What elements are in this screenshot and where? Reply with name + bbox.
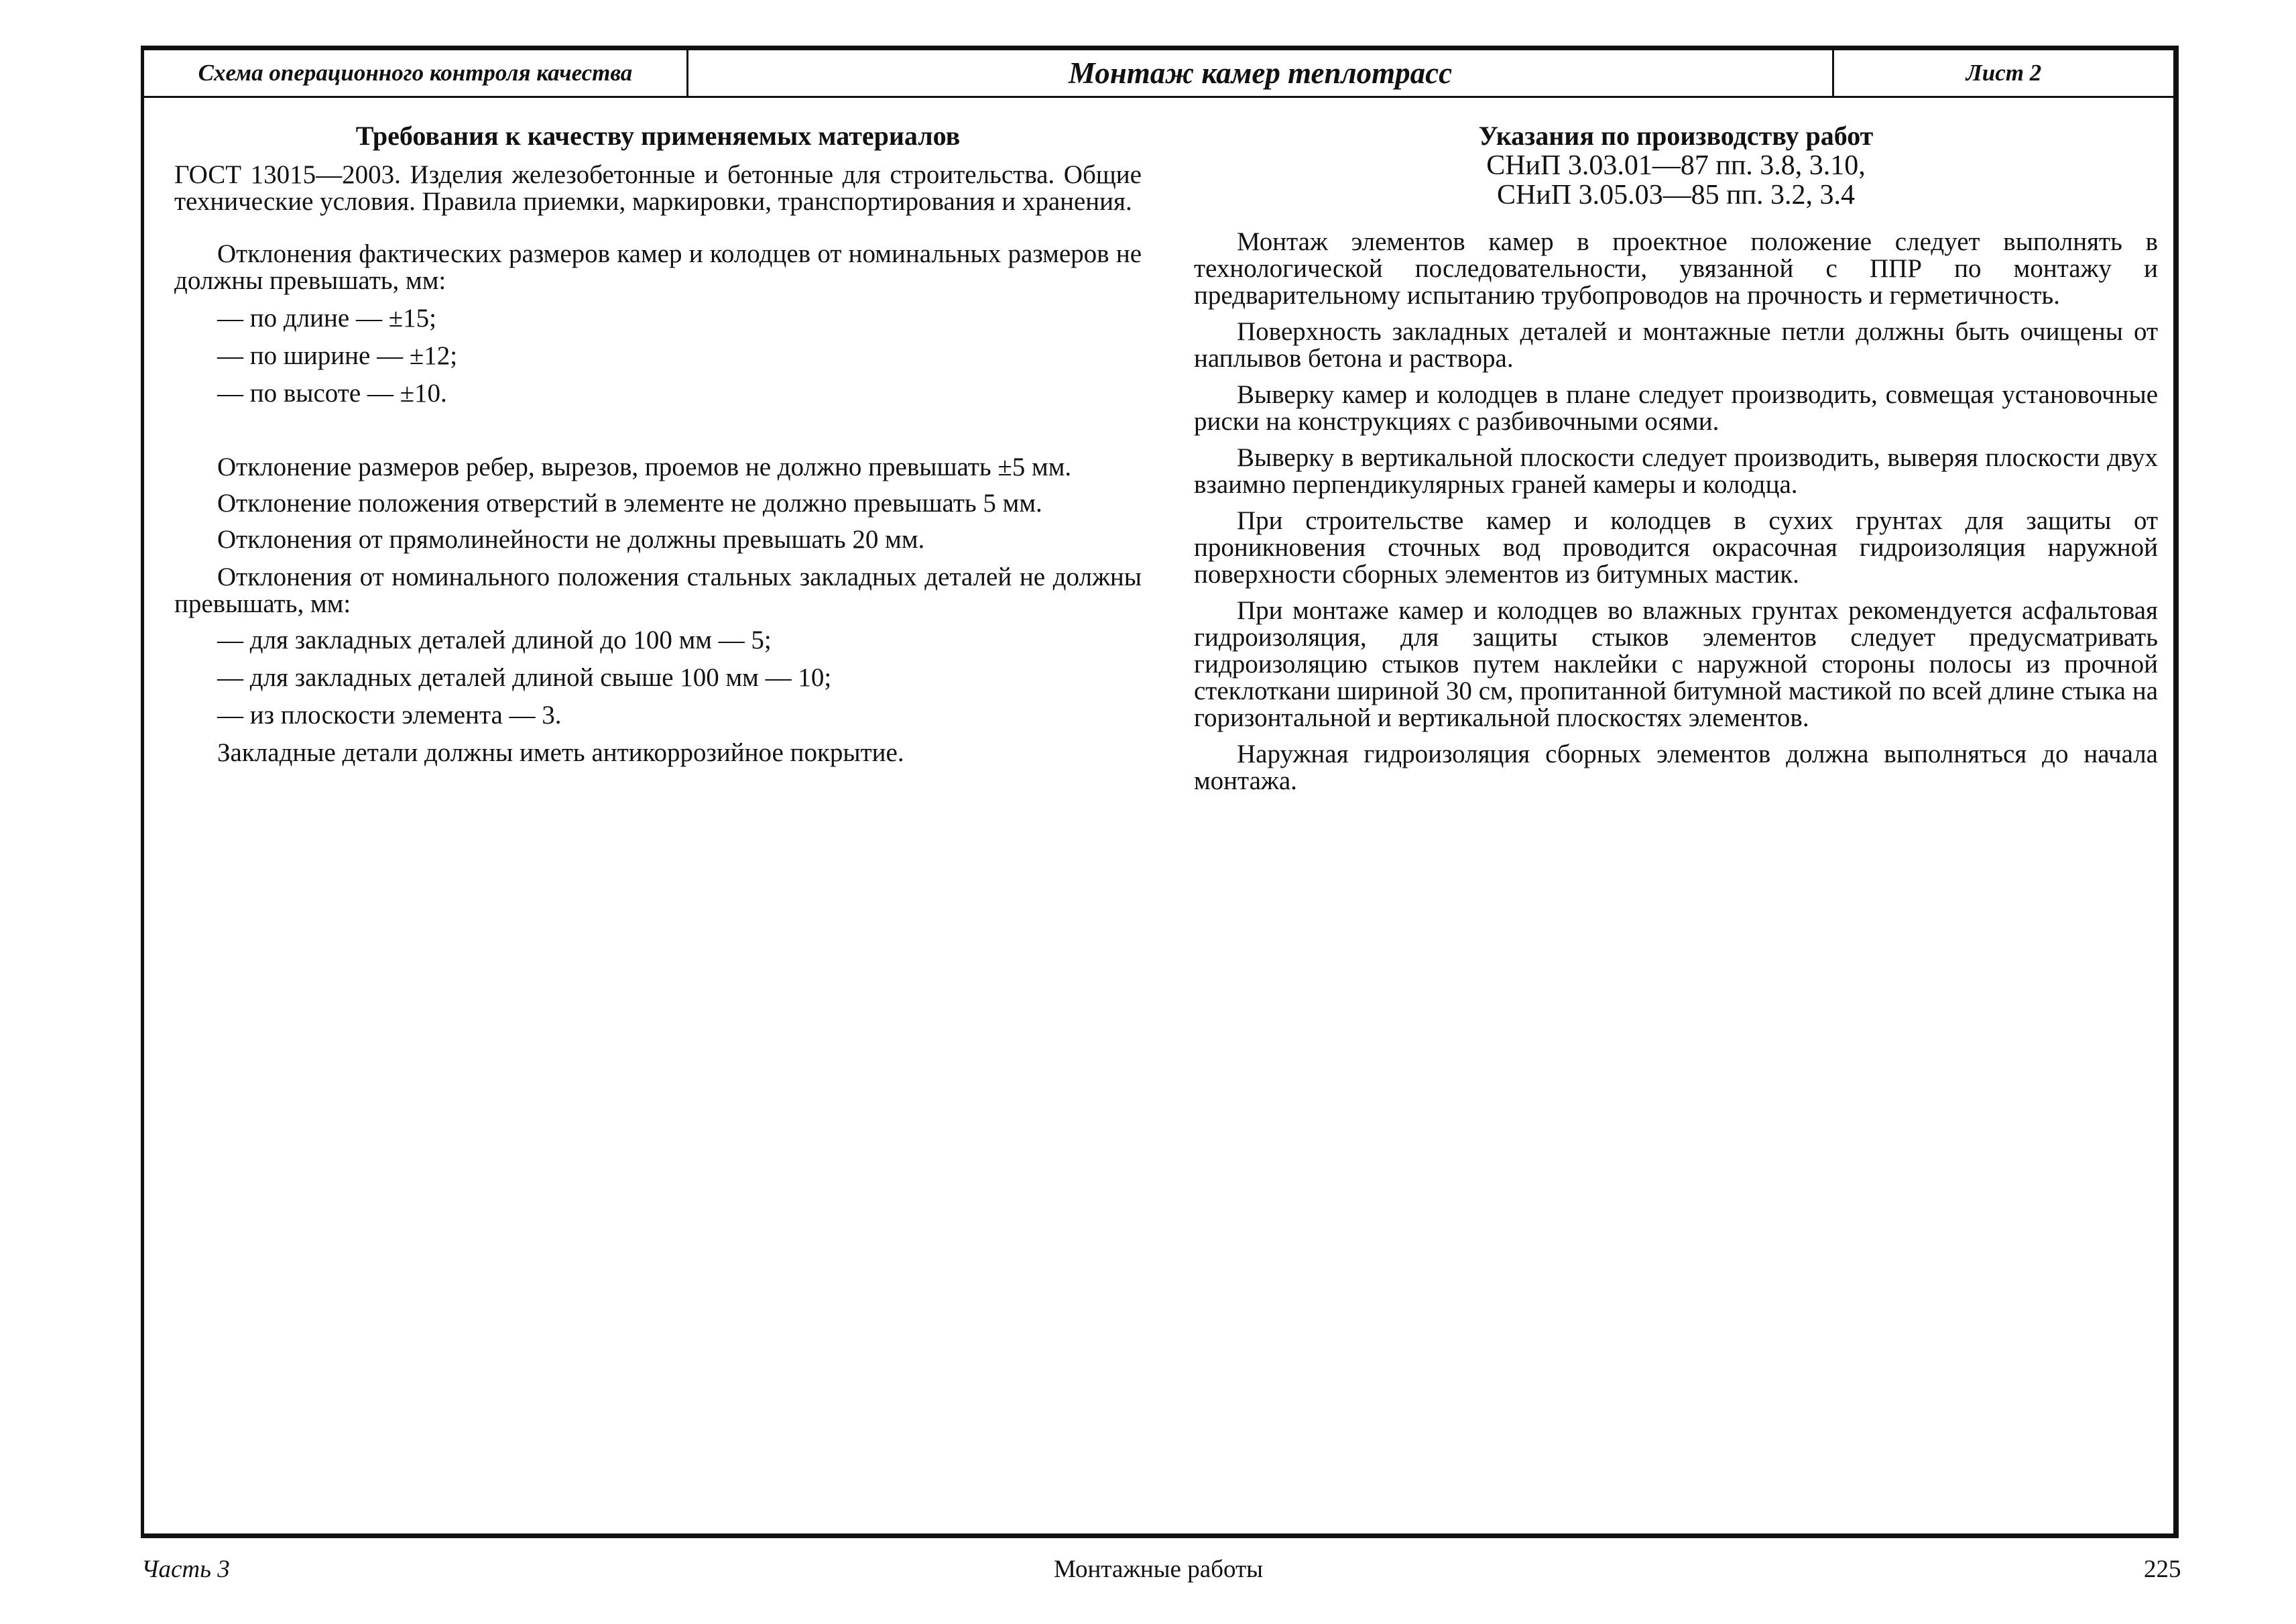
header-title: Монтаж камер теплотрасс — [688, 50, 1834, 96]
header-table — [144, 50, 2173, 98]
snip-reference-1: СНиП 3.03.01—87 пп. 3.8, 3.10, — [1486, 150, 1866, 181]
instruction-paragraph: При строительстве камер и колодцев в сухих грунтах для защиты от проникновения сточных вод проводится окрасочная гидроизоляция наружной поверхности сборных элементов из битумных мастик. — [1194, 506, 2158, 589]
materials-requirements-column — [174, 121, 1142, 766]
instruction-paragraph: Наружная гидроизоляция сборных элементов должна выполняться до начала монтажа. — [1194, 740, 2158, 795]
materials-section-title: Требования к качеству применяемых материалов — [355, 121, 961, 151]
work-instructions-column — [1194, 121, 2158, 795]
header-sheet-number: Лист 2 — [1966, 60, 2042, 86]
instruction-paragraph: Монтаж элементов камер в проектное положение следует выполнять в технологической последовательности, увязанной с ППР по монтажу и предварительному испытанию трубопроводов на прочность и герметичность. — [1194, 227, 2158, 310]
straightness-deviation: Отклонения от прямолинейности не должны превышать 20 мм. — [217, 525, 925, 554]
deviations-intro: Отклонения фактических размеров камер и колодцев от номинальных размеров не должны превышать, мм: — [174, 239, 1142, 295]
holes-deviation: Отклонение положения отверстий в элементе не должно превышать 5 мм. — [217, 489, 1042, 518]
footer-section: Монтажные работы — [1054, 1556, 1264, 1583]
embedded-plane: — из плоскости элемента — 3. — [217, 701, 562, 730]
instruction-paragraph: Поверхность закладных деталей и монтажные петли должны быть очищены от наплывов бетона и раствора. — [1194, 317, 2158, 373]
footer-part: Часть 3 — [141, 1556, 230, 1583]
gost-reference: ГОСТ 13015—2003. Изделия железобетонные и бетонные для строительства. Общие технические условия. Правила приемки, маркировки, транспортирования и хранения. — [174, 160, 1142, 216]
embedded-parts-intro: Отклонения от номинального положения стальных закладных деталей не должны превышать, мм: — [174, 563, 1142, 618]
dimension-width: — по ширине — ±12; — [217, 341, 458, 370]
dimension-length: — по длине — ±15; — [217, 304, 436, 333]
instruction-paragraph: При монтаже камер и колодцев во влажных грунтах рекомендуется асфальтовая гидроизоляция, для защиты стыков элементов следует предусматривать гидроизоляцию стыков путем наклейки с наружной стороны полосы из прочной стеклоткани шириной 30 см, пропитанной битумной мастикой по всей длине стыка на горизонтальной и вертикальной плоскостях элементов. — [1194, 596, 2158, 732]
work-section-title: Указания по производству работ — [1478, 121, 1874, 151]
embedded-short: — для закладных деталей длиной до 100 мм — 5; — [217, 626, 772, 654]
page-number: 225 — [2144, 1556, 2181, 1583]
page-frame — [141, 46, 2179, 1538]
snip-reference-2: СНиП 3.05.03—85 пп. 3.2, 3.4 — [1496, 180, 1856, 211]
instruction-paragraph: Выверку в вертикальной плоскости следует производить, выверяя плоскости двух взаимно перпендикулярных граней камеры и колодца. — [1194, 443, 2158, 499]
anticorrosion-note: Закладные детали должны иметь антикоррозийное покрытие. — [217, 738, 904, 767]
instruction-paragraph: Выверку камер и колодцев в плане следует производить, совмещая установочные риски на конструкциях с разбивочными осями. — [1194, 380, 2158, 436]
ribs-deviation: Отклонение размеров ребер, вырезов, проемов не должно превышать ±5 мм. — [217, 453, 1072, 481]
dimension-height: — по высоте — ±10. — [217, 379, 447, 408]
embedded-long: — для закладных деталей длиной свыше 100 мм — 10; — [217, 663, 832, 692]
header-scheme-label: Схема операционного контроля качества — [144, 50, 688, 96]
